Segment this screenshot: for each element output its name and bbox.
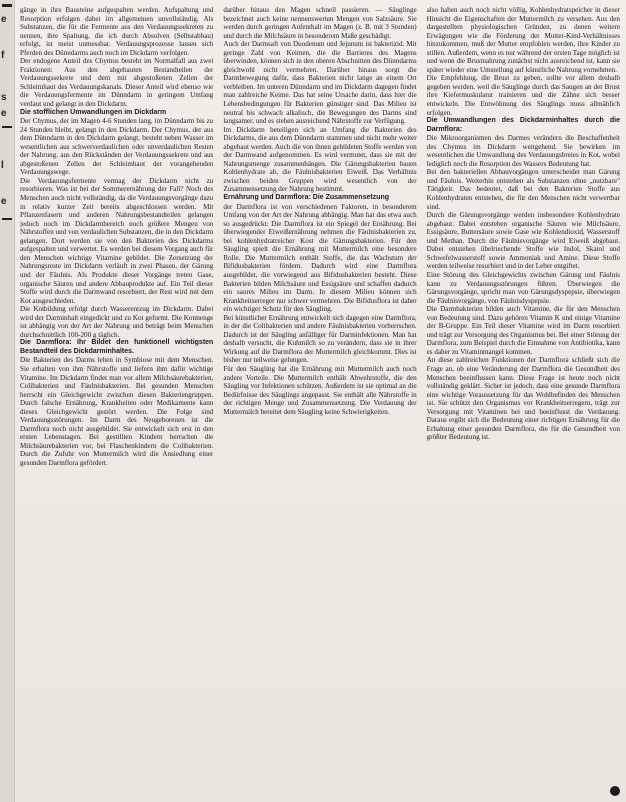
paragraph: Auch der Darmsaft von Duodenum und Jejunum ist bakterizid. Mit geringe Zahl von Keimen, die die Barrieres des Magens überwinden, können sich in den oberen Abschnitten des Dünndarms gleichwohl nicht vermehren. Darüber hinaus sorgt die Darmbewegung dafür, dass Bakterien nicht lange an einem Ort verbleiben. Im unteren Dünndarm und im Dickdarm dagegen findet man zahlreiche Keime. Das hat seine Ursache darin, dass hier die Lebensbedingungen für Bakterien günstiger sind. Das Milieu ist neutral bis schwach alkalisch, die Bewegungen des Darms sind langsamer, und es stehen ausreichend Nährstoffe zur Verfügung.: [223, 40, 417, 126]
section-heading: Die stofflichen Umwandlungen im Dickdarm: [20, 108, 167, 116]
paragraph: Bei künstlicher Ernährung entwickelt sich dagegen eine Darmflora, in der die Colibakterien und andere Fäulnisbakterien vorherrschen. Dadurch ist der Säugling anfälliger für Darminfektionen. Man hat deshalb versucht, die Kuhmilch so zu verändern, dass sie in ihrer Wirkung auf die Darmflora der Muttermilch gleichkommt. Dies ist bisher nur teilweise gelungen.: [223, 313, 417, 365]
edge-mark: [2, 218, 12, 220]
paragraph: Der endogene Anteil des Chymus besteht im Normalfall aus zwei Fraktionen: Aus den abgebauten Bestandteilen der Verdauungssekrete und dem mit abgestoßenen Zellen der Schleimhaut des Verdauungskanals. Dieser Anteil wird ebenso wie die Verdauungsfermente im Dünndarm in geringem Umfang verdaut und gelangt in den Dickdarm.: [20, 57, 214, 109]
paragraph: Die Kotbildung erfolgt durch Wasserentzug im Dickdarm. Dabei wird der Darminhalt eingedickt und zu Kot geformt. Die Kotmenge ist abhängig von der Art der Nahrung und beträgt beim Menschen durchschnittlich 100-200 g täglich.: [20, 305, 214, 339]
edge-letter: e: [1, 108, 7, 119]
neighbor-page-edge: [0, 0, 15, 802]
paragraph: Die Mikroorganismen des Darmes verändern die Beschaffenheit des Chymus im Dickdarm weitgehend. Sie bewirken im wesentlichen die Umwandlung des Verdauungsbreies in Kot, wobei lediglich noch die Resorption des Wassers Bedeutung hat.: [426, 134, 620, 168]
paragraph: Der Chymus, der im Magen 4-6 Stunden lang, im Dünndarm bis zu 24 Stunden bleibt, gelangt in den Dickdarm. Der Chymus, der aus dem Dünndarm in den Dickdarm gelangt, besteht neben Wasser im wesentlichen aus schwerverdaulichen oder unverdaulichen Resten der Nahrung, aus den Rückständen der Verdauungssekrete und aus abgestoßenen Zellen der Schleimhaut der vorangehenden Verdauungswege.: [20, 117, 214, 177]
edge-letter: e: [1, 14, 7, 25]
paragraph: Für den Säugling hat die Ernährung mit Muttermilch auch noch andere Vorteile. Die Muttermilch enthält Abwehrstoffe, die den Säugling vor Infektionen schützen. Außerdem ist sie optimal an die Bedürfnisse des Säuglings angepasst. Sie enthält alle Nährstoffe in der richtigen Menge und Zusammensetzung. Die Verdauung der Muttermilch bereitet dem Säugling keine Schwierigkeiten.: [223, 364, 417, 416]
paragraph: Bei den bakteriellen Abbauvorgängen unterscheidet man Gärung und Fäulnis. Weiterhin entstehen als Substanzen ohne „nutzbare" Tätigkeit. Das bedeutet, daß bei den Bakterien Stoffe aus Kohlenhydraten entstehen, die für den Menschen nicht verwertbar sind.: [426, 168, 620, 211]
paragraph: An diese zahlreichen Funktionen der Darmflora schließt sich die Frage an, ob eine Veränderung der Darmflora die Gesundheit des Menschen beeinflussen kann. Diese Frage ist heute noch nicht vollständig geklärt. Sicher ist jedoch, dass eine gesunde Darmflora eine wichtige Voraussetzung für das Wohlbefinden des Menschen ist. Sie schützt den Organismus vor Krankheitserregern, trägt zur Versorgung mit Vitaminen bei und beeinflusst die Verdauung. Daraus ergibt sich die Bedeutung einer richtigen Ernährung für die Erhaltung einer gesunden Darmflora, die für die Gesundheit von größter Bedeutung ist.: [426, 356, 620, 442]
edge-letter: f: [1, 50, 5, 61]
paragraph: Im Dickdarm beteiligen sich an Umfang die Bakterien des Dickdarms, die aus dem Dünndarm stammen und nicht mehr weiter abgebaut werden. Auch die von ihnen gebildeten Stoffe werden von der Darmwand aufgenommen. Es wird vermutet, dass sie mit der Nahrungsmenge zusammenhängen. Die Gärungsbakterien bauen Kohlenhydrate ab, die Fäulnisbakterien Eiweiß. Das Verhältnis zwischen beiden Gruppen wird wesentlich von der Zusammensetzung der Nahrung bestimmt.: [223, 125, 417, 194]
section-heading: Ernährung und Darmflora: Die Zusammensetzung: [223, 194, 390, 202]
paragraph: gänge in ihre Bausteine aufgespalten werden. Aufspaltung und Resorption erfolgen dabei im allgemeinen unvollständig. Als Substanzen, die für die Fermente aus den Verdauungssekreten zu nennen, ihre Spaltung, die ich durch Absolven (Selbstabbau) erfolgt, ist meist unmessbar. Verdauungsprozesse lassen sich Pferden des Dünndarms auch noch im Dickdarm verfolgen.: [20, 6, 214, 57]
paragraph: Die Verdauungsfermente vermag der Dickdarm nicht zu resorbieren. Was ist bei der Sommerernährung der Fall? Noch des Menschen auch nicht vollständig, da die Verdauungsvorgänge dazu in relativ kurzer Zeit bereits abgeschlossen werden. Mit Pflanzenfasern und anderen Nahrungsbestandteilen gelangen jedoch noch im Dickdarmbereich noch größere Mengen von Nährstoffen und von verdaulichen Substanzen, die in den Dickdarm gelangen. Dort werden sie von den Bakterien des Dickdarms aufgespalten und verwertet. Es werden bei diesem Vorgang auch für den Menschen wichtige Vitamine gebildet. Die Zersetzung der Nahrungsreste im Dickdarm verläuft in zwei Phasen, der Gärung und der Fäulnis. Als Produkte dieser Vorgänge treten Gase, organische Säuren und andere Abbauprodukte auf. Ein Teil dieser Stoffe wird durch die Darmwand resorbiert, der Rest wird mit dem Kot ausgeschieden.: [20, 176, 214, 305]
edge-letter: e: [1, 196, 7, 207]
paragraph: Die Empfehlung, die Brust zu geben, sollte vor allem deshalb gegeben werden, weil die Säuglinge durch das Saugen an der Brust ihre Kiefermuskulatur trainieren und die Zähne sich besser entwickeln. Die Entwöhnung des Säuglings muss allmählich erfolgen.: [426, 74, 620, 117]
paragraph: Durch die Gärungsvorgänge werden insbesondere Kohlenhydrate abgebaut. Dabei entstehen organische Säuren wie Milchsäure, Essigsäure, Buttersäure sowie Gase wie Kohlendioxid, Wasserstoff und Methan. Durch die Fäulnisvorgänge wird Eiweiß abgebaut. Dabei entstehen übelriechende Stoffe wie Indol, Skatol und Schwefelwasserstoff sowie Ammoniak und Amine. Diese Stoffe werden teilweise resorbiert und in der Leber entgiftet.: [426, 211, 620, 271]
section-heading: Die Umwandlungen des Dickdarminhaltes durch die Darmflora:: [426, 117, 620, 133]
paragraph: Die Bakterien des Darms leben in Symbiose mit dem Menschen. Sie erhalten von ihm Nährstoffe und liefern ihm dafür wichtige Vitamine. Im Dickdarm findet man vor allem Milchsäurebakterien, Colibakterien und Fäulnisbakterien. Bei gesunden Menschen herrscht ein Gleichgewicht zwischen diesen Bakteriengruppen. Durch falsche Ernährung, Krankheiten oder Medikamente kann dieses Gleichgewicht gestört werden. Die Folge sind Verdauungsstörungen. Im Darm des Neugeborenen ist die Darmflora noch nicht ausgebildet. Sie entwickelt sich erst in den ersten Lebenstagen. Bei gestillten Kindern herrschen die Milchsäurebakterien vor, bei Flaschenkindern die Colibakterien. Durch die Zufuhr von Muttermilch wird die Ansiedlung einer gesunden Darmflora gefördert.: [20, 356, 214, 467]
paragraph: Die Darmbakterien bilden auch Vitamine, die für den Menschen von Bedeutung sind. Dazu gehören Vitamin K und einige Vitamine der B-Gruppe. Ein Teil dieser Vitamine wird im Darm resorbiert und trägt zur Versorgung des Organismus bei. Bei einer Störung der Darmflora, zum Beispiel durch die Einnahme von Antibiotika, kann es daher zu Vitaminmangel kommen.: [426, 305, 620, 356]
column-right: [427, 6, 620, 794]
text-columns: [20, 6, 620, 794]
paragraph: also haben auch noch nicht völlig, Kohlenhydratspeicher in dieser Hinsicht die Eigenschaften der Muttermilch zu versehen. Aus den dargestellten physiologischen Gründen, zu denen weitere Erwägungen wie die Förderung der Mutter-Kind-Verhältnisses hinzukommen, muß der Mutter empfohlen werden, ihre Kinder zu stillen. Außerdem, wenn es nur während der ersten Tage möglich ist und wenn die Brustnahrung zunächst nicht ausreichend ist, kann sie später wieder eine Umstellung auf künstliche Nahrung vornehmen.: [426, 6, 620, 74]
paragraph: darüber hinaus den Magen schnell passieren. — Säuglinge bezeichnet auch keine nennenswerten Mengen von Salzsäure. Sie werden durch geringen Aufenthalt im Magen (z. B. mit 3 Stunden) und durch die Milchsäure in besonderem Maße geschädigt.: [223, 6, 417, 40]
edge-letter: l: [1, 160, 4, 171]
paragraph: der Darmflora ist von verschiedenen Faktoren, in besonderem Umfang von der Art der Nahrung abhängig. Man hat das etwa auch so ausgedrückt: Die Darmflora ist ein Spiegel der Ernährung. Bei überwiegender Eiweißernährung nehmen die Fäulnisbakterien zu, bei kohlenhydratreicher Kost die Gärungsbakterien. Für den Säugling spielt die Ernährung mit Muttermilch eine besondere Rolle. Die Muttermilch enthält Stoffe, die das Wachstum der Bifidusbakterien fördern. Dadurch wird eine Darmflora ausgebildet, die vorwiegend aus Bifidusbakterien besteht. Diese Bakterien bilden Milchsäure und Essigsäure und schaffen dadurch ein saures Milieu im Darm. In diesem Milieu können sich Krankheitserreger nur schwer vermehren. Die Bifidusflora ist daher ein wichtiger Schutz für den Säugling.: [223, 202, 417, 314]
paragraph: Eine Störung des Gleichgewichts zwischen Gärung und Fäulnis kann zu Verdauungsstörungen führen. Überwiegen die Gärungsvorgänge, spricht man von Gärungsdyspepsie, überwiegen die Fäulnisvorgänge, von Fäulnisdyspepsie.: [426, 270, 620, 305]
edge-mark: [2, 126, 12, 128]
section-heading: Die Darmflora: Ihr Bildet den funktionell wichtigsten Bestandteil des Dickdarminhaltes.: [20, 339, 214, 355]
column-middle: [223, 6, 416, 794]
page-marker-dot: [610, 786, 620, 796]
edge-mark: [2, 4, 12, 7]
column-left: [20, 6, 213, 794]
edge-letter: s: [1, 92, 7, 103]
